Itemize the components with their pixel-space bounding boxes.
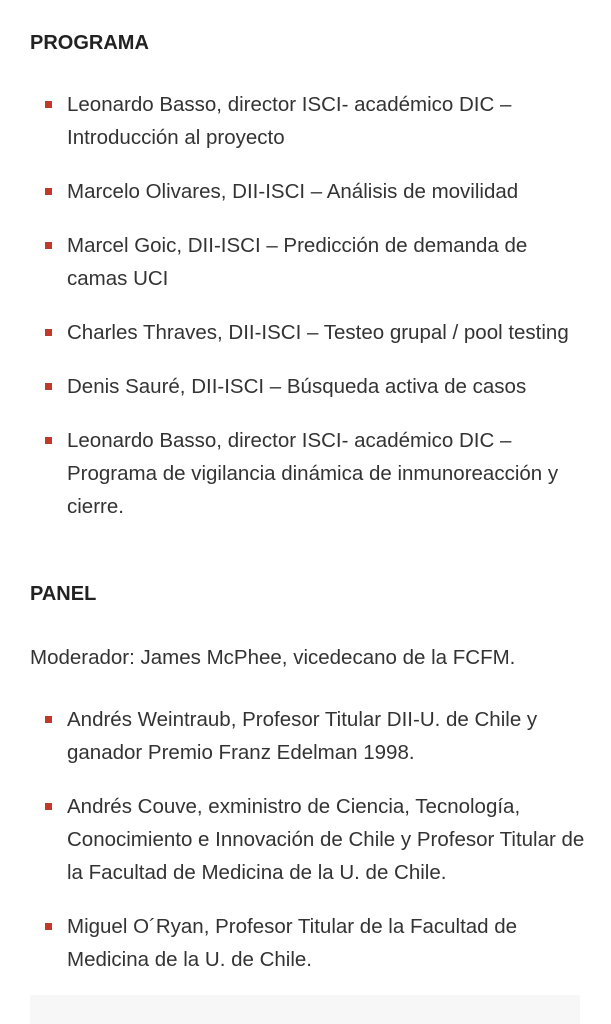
list-item-text: Denis Sauré, DII-ISCI – Búsqueda activa de casos: [67, 375, 527, 398]
panel-list: [30, 703, 590, 997]
list-item: [30, 229, 590, 295]
list-item-text: Marcel Goic, DII-ISCI – Predicción de demanda de camas UCI: [67, 234, 528, 290]
bullet-square-icon: [45, 437, 52, 444]
programa-heading: PROGRAMA: [30, 32, 149, 54]
list-item-text: Leonardo Basso, director ISCI- académico DIC – Programa de vigilancia dinámica de inmunoreacción y cierre.: [67, 429, 559, 518]
next-content-block: [30, 995, 580, 1024]
bullet-square-icon: [45, 383, 52, 390]
list-item-text: Miguel O´Ryan, Profesor Titular de la Facultad de Medicina de la U. de Chile.: [67, 915, 518, 971]
bullet-square-icon: [45, 242, 52, 249]
moderator-text: Moderador: James McPhee, vicedecano de la FCFM.: [30, 646, 516, 669]
list-item: [30, 790, 590, 889]
panel-heading: PANEL: [30, 583, 97, 605]
programa-list: [30, 88, 590, 544]
bullet-square-icon: [45, 716, 52, 723]
list-item-text: Charles Thraves, DII-ISCI – Testeo grupal / pool testing: [67, 321, 569, 344]
list-item: [30, 424, 590, 523]
list-item-text: Marcelo Olivares, DII-ISCI – Análisis de movilidad: [67, 180, 519, 203]
list-item: [30, 703, 590, 769]
bullet-square-icon: [45, 329, 52, 336]
list-item: [30, 370, 590, 403]
list-item: [30, 175, 590, 208]
list-item-text: Andrés Weintraub, Profesor Titular DII-U. de Chile y ganador Premio Franz Edelman 1998.: [67, 708, 538, 764]
list-item-text: Andrés Couve, exministro de Ciencia, Tecnología, Conocimiento e Innovación de Chile y Profesor Titular de la Facultad de Medicina de la U. de Chile.: [67, 795, 585, 884]
list-item: [30, 88, 590, 154]
bullet-square-icon: [45, 923, 52, 930]
list-item: [30, 316, 590, 349]
list-item: [30, 910, 590, 976]
bullet-square-icon: [45, 803, 52, 810]
bullet-square-icon: [45, 188, 52, 195]
list-item-text: Leonardo Basso, director ISCI- académico DIC – Introducción al proyecto: [67, 93, 512, 149]
bullet-square-icon: [45, 101, 52, 108]
